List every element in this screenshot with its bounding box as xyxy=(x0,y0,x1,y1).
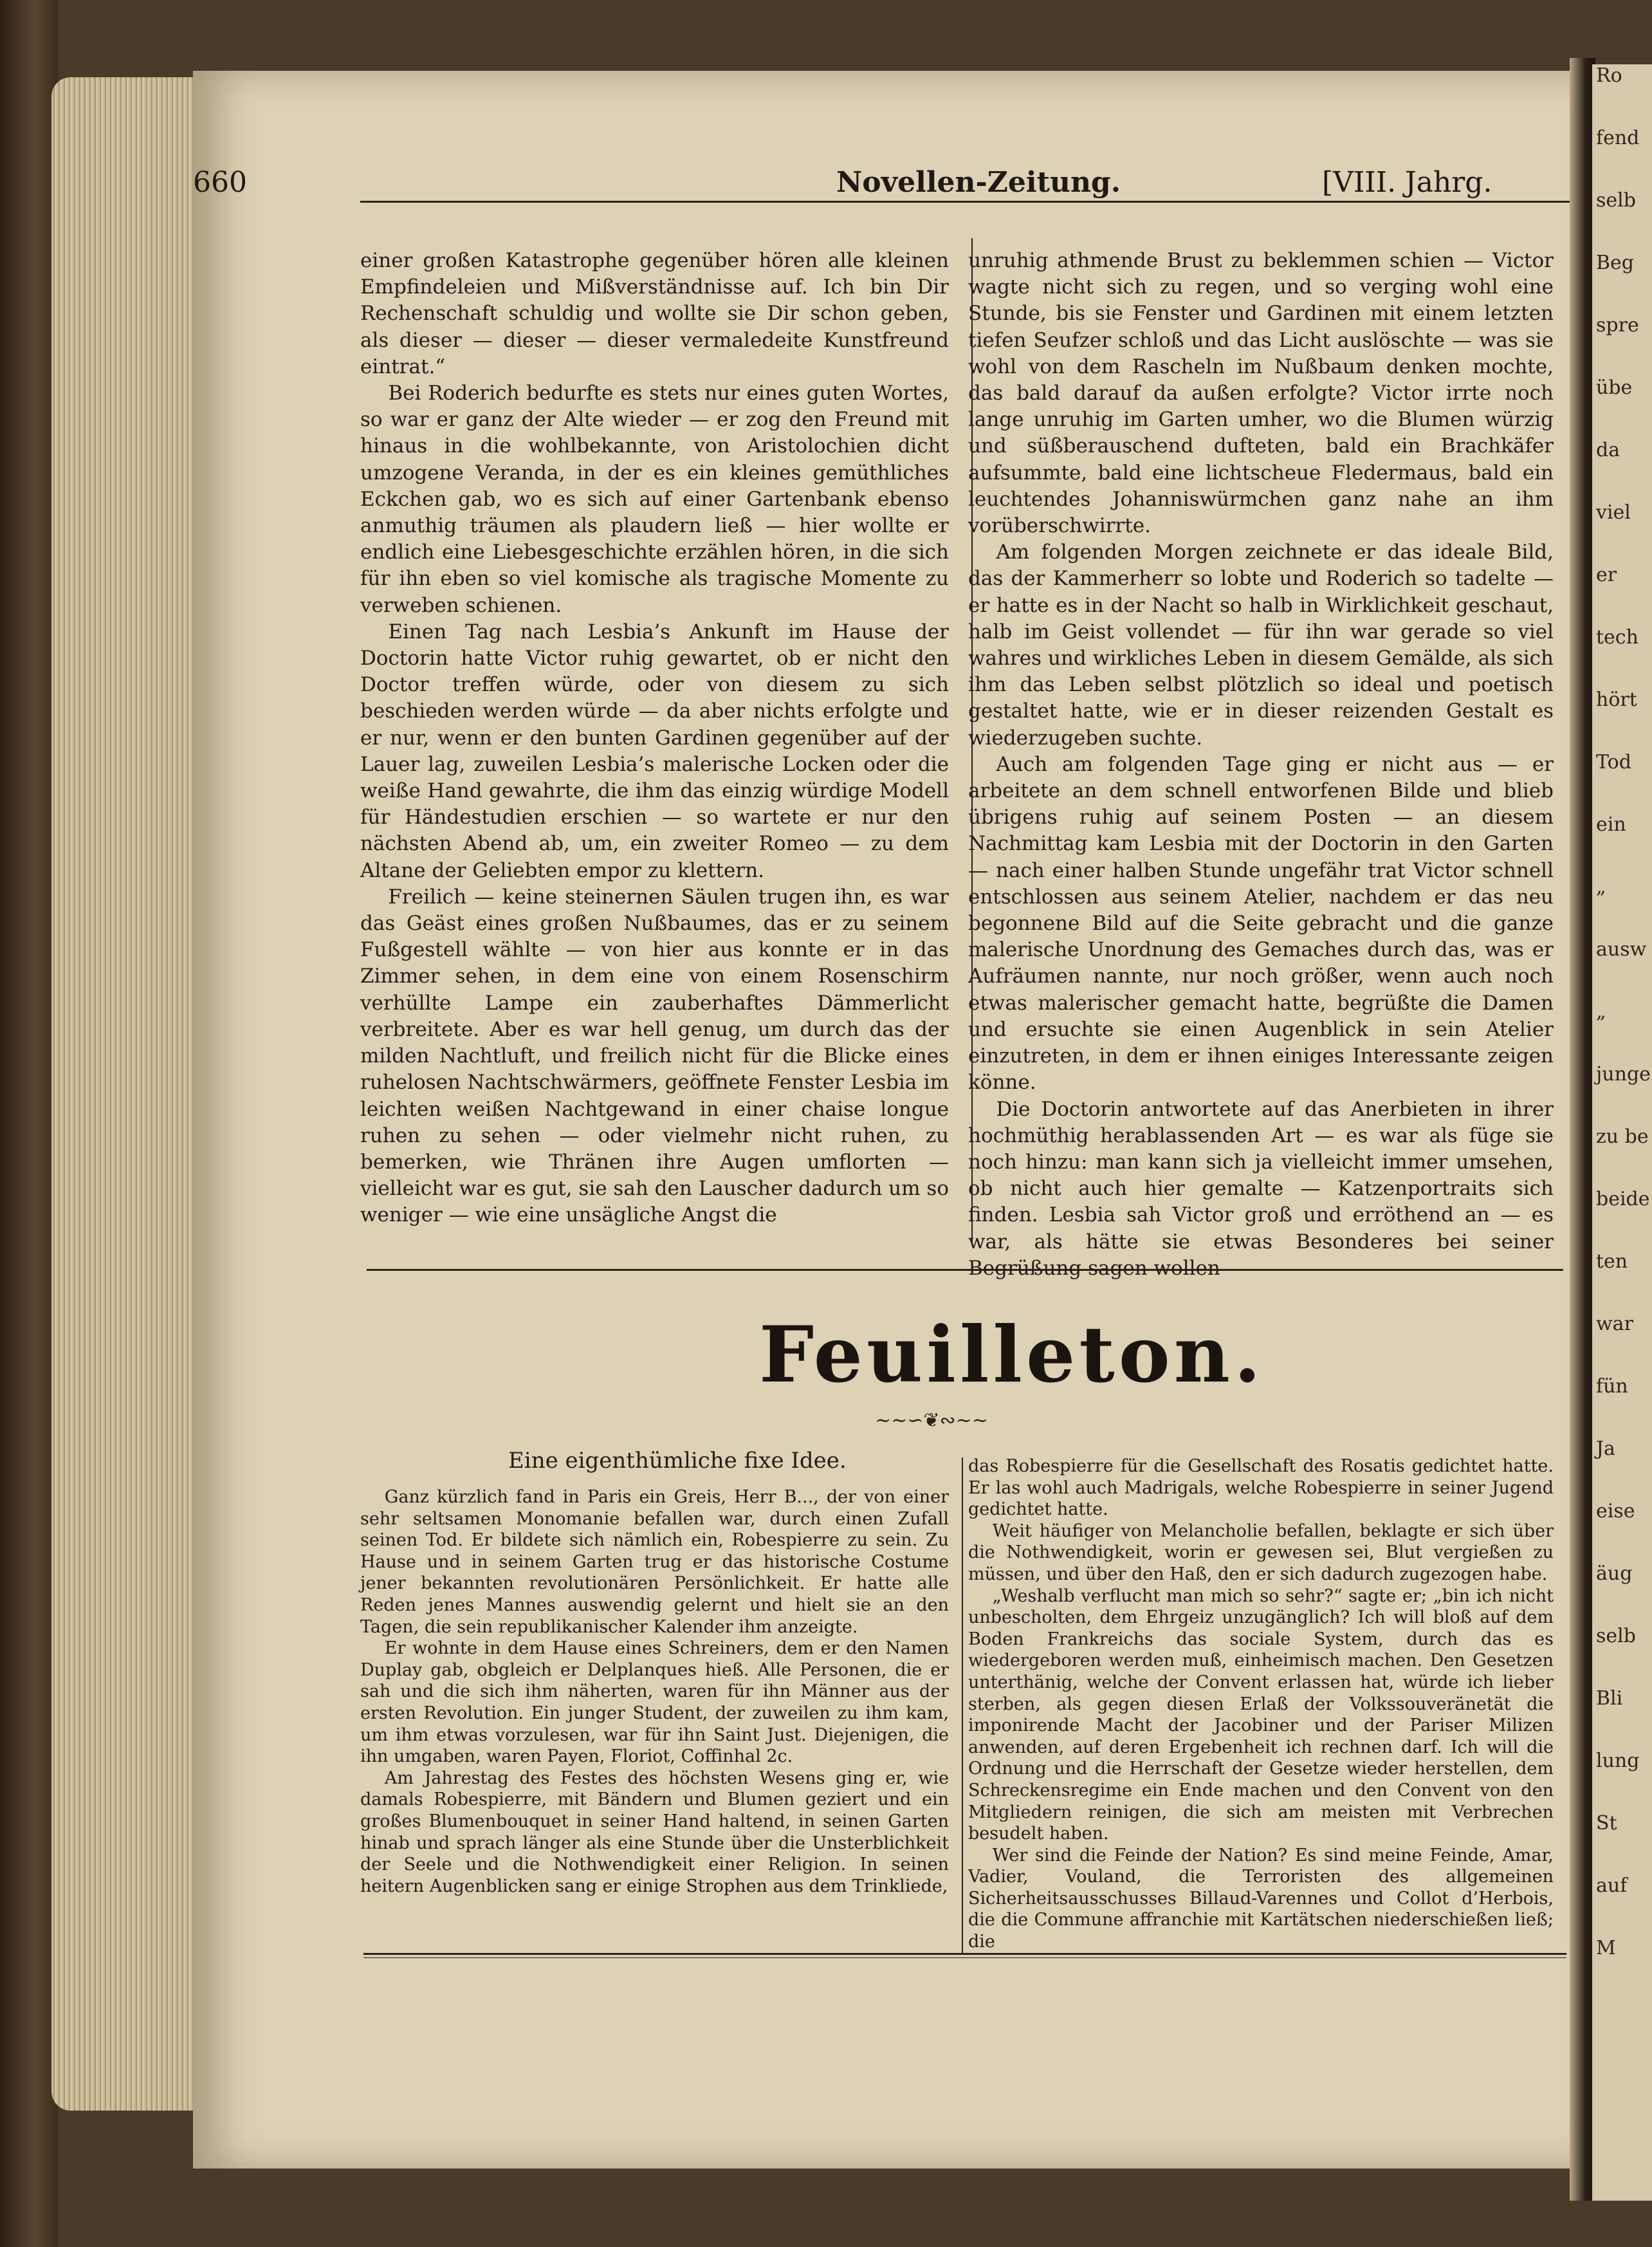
facing-page-fragment-text: Tod xyxy=(1596,751,1631,773)
facing-page-fragment-text: Ja xyxy=(1596,1438,1615,1460)
paragraph: Einen Tag nach Lesbia’s Ankunft im Hause der Doctorin hatte Victor ruhig gewartet, ob er nicht den Doctor treffen würde, oder von diesem zu sich beschieden werden würde — da aber nichts erfolgte und er nur, wenn er den bunten Gardinen gegenüber auf der Lauer lag, zuweilen Lesbia’s malerische Locken oder die weiße Hand gewahrte, die ihm das einzig würdige Modell für Händestudien erschien — so wartete er nur den nächsten Abend ab, um, ein zweiter Romeo — zu dem Altane der Geliebten empor zu klettern. xyxy=(360,620,949,882)
facing-page-fragment-text: beide xyxy=(1596,1188,1650,1210)
book-gutter xyxy=(1570,58,1595,2201)
facing-page-fragment-text: da xyxy=(1596,439,1620,461)
facing-page-fragment-text: tech xyxy=(1596,626,1638,649)
paragraph: Wer sind die Feinde der Nation? Es sind meine Feinde, Amar, Vadier, Vouland, die Terroristen des allgemeinen Sicherheitsausschusses Billaud-Varennes und Collot d’Herbois, die die Commune affranchie mit Kartätschen niederschießen ließ; die xyxy=(968,1845,1554,1952)
paragraph: unruhig athmende Brust zu beklemmen schien — Victor wagte nicht sich zu regen, und so verging wohl eine Stunde, bis sie Fenster und Gardinen mit einem letzten tiefen Seufzer schloß und das Licht auslöschte — was sie wohl von dem Rascheln im Nußbaum denken mochte, das bald darauf da außen erfolgte? Victor irrte noch lange unruhig im Garten umher, wo die Blumen würzig und süßberauschend dufteten, bald ein Brachkäfer aufsummte, bald eine lichtscheue Fledermaus, bald ein leuchtendes Johanniswürmchen ganz nahe an ihm vorüberschwirrte. xyxy=(968,249,1554,538)
paragraph: Ganz kürzlich fand in Paris ein Greis, Herr B..., der von einer sehr seltsamen Monomanie befallen war, durch einen Zufall seinen Tod. Er bildete sich nämlich ein, Robespierre zu sein. Zu Hause und in seinem Garten trug er das historische Costume jener bekannten revolutionären Persönlichkeit. Er hatte alle Reden jenes Mannes auswendig gelernt und hielt sie an den Tagen, die sein republikanischer Kalender ihm anzeigte. xyxy=(360,1487,949,1637)
feuilleton-right-column xyxy=(968,1456,1554,1953)
journal-title: Novellen-Zeitung. xyxy=(836,166,1121,199)
bottom-rule-outer xyxy=(363,1957,1566,1958)
paragraph: „Weshalb verflucht man mich so sehr?“ sagte er; „bin ich nicht unbescholten, dem Ehrgeiz unzugänglich? Ich will bloß auf dem Boden Frankreichs das sociale System, durch das es wiedergeboren werden muß, einheimisch machen. Den Gesetzen unterthänig, welche der Convent erlassen hat, würde ich lieber sterben, als gegen diesen Erlaß der Volkssouveränetät die imponirende Macht der Jacobiner und der Pariser Milizen anwenden, auf deren Ergebenheit ich rechnen darf. Ich will die Ordnung und die Herrschaft der Gesetze wieder herstellen, dem Schreckensregime ein Ende machen und den Convent von den Mitgliedern reinigen, die sich am meisten mit Verbrechen besudelt haben. xyxy=(968,1586,1554,1844)
header-rule xyxy=(360,201,1570,203)
paragraph: Die Doctorin antwortete auf das Anerbieten in ihrer hochmüthig herablassenden Art — es war als füge sie noch hinzu: man kann sich ja vielleicht immer umsehen, ob nicht auch hier gemalte — Katzenportraits sich finden. Lesbia sah Victor groß und erröthend an — es war, als hätte sie etwas Besonderes bei seiner Begrüßung sagen wollen xyxy=(968,1097,1554,1280)
column-divider-bottom xyxy=(962,1457,963,1953)
feuilleton-subtitle: Eine eigenthümliche fixe Idee. xyxy=(508,1448,847,1474)
facing-page-fragment-text: Beg xyxy=(1596,252,1635,274)
paragraph: das Robespierre für die Gesellschaft des Rosatis gedichtet hatte. Er las wohl auch Madrigals, welche Robespierre in seiner Jugend gedichtet hatte. xyxy=(968,1456,1554,1520)
paragraph: Er wohnte in dem Hause eines Schreiners, dem er den Namen Duplay gab, obgleich er Delplanques hieß. Alle Personen, die er sah und die sich ihm näherten, waren für ihn Männer aus der ersten Revolution. Ein junger Student, der zuweilen zu ihm kam, um ihm etwas vorzulesen, war für ihn Saint Just. Diejenigen, die ihn umgaben, waren Payen, Floriot, Coffinhal 2c. xyxy=(360,1638,949,1767)
paragraph: Weit häufiger von Melancholie befallen, beklagte er sich über die Nothwendigkeit, worin er gewesen sei, Blut vergießen zu müssen, und über den Haß, den er sich dadurch zugezogen habe. xyxy=(968,1521,1554,1584)
paragraph: Freilich — keine steinernen Säulen trugen ihn, es war das Geäst eines großen Nußbaumes, das er zu seinem Fußgestell wählte — von hier aus konnte er in das Zimmer sehen, in dem eine von einem Rosenschirm verhüllte Lampe ein zauberhaftes Dämmerlicht verbreitete. Aber es war hell genug, um durch das der milden Nachtluft, und freilich nicht für die Blicke eines ruhelosen Nachtschwärmers, geöffnete Fenster Lesbia im leichten weißen Nachtgewand in einer chaise longue ruhen zu sehen — oder vielmehr nicht ruhen, zu bemerken, wie Thränen ihre Augen umflorten — vielleicht war es gut, sie sah den Lauscher dadurch um so weniger — wie eine unsägliche Angst die xyxy=(360,885,949,1227)
feuilleton-left-column xyxy=(360,1486,949,1897)
novel-right-column xyxy=(968,248,1554,1282)
facing-page-fragment-text: spre xyxy=(1596,314,1639,337)
paragraph: Bei Roderich bedurfte es stets nur eines guten Wortes, so war er ganz der Alte wieder — er zog den Freund mit hinaus in die wohlbekannte, von Aristolochien dicht umzogene Veranda, in der es ein kleines gemüthliches Eckchen gab, wo es sich auf einer Gartenbank ebenso anmuthig träumen als plaudern ließ — hier wollte er endlich eine Liebesgeschichte erzählen hören, in die sich für ihn eben so viel komische als tragische Momente zu verweben schienen. xyxy=(360,382,949,617)
facing-page-fragment-text: übe xyxy=(1596,376,1633,399)
bottom-rule xyxy=(363,1953,1566,1955)
novel-left-column xyxy=(360,248,949,1229)
book-spine-edge xyxy=(0,0,58,2247)
ornament-divider: ~~∽❦∾~~ xyxy=(875,1409,988,1432)
facing-page-fragment-text: Ro xyxy=(1596,64,1622,87)
facing-page-fragment-text: selb xyxy=(1596,189,1636,212)
paragraph: Am folgenden Morgen zeichnete er das ideale Bild, das der Kammerherr so lobte und Roderich so tadelte — er hatte es in der Nacht so halb in Wirklichkeit geschaut, halb im Geist vollendet — für ihn war gerade so viel wahres und wirkliches Leben in diesem Gemälde, als sich ihm das Leben selbst plötzlich so ideal und poetisch gestaltet hatte, wie er in dieser reizenden Gestalt es wiederzugeben suchte. xyxy=(968,541,1554,750)
facing-page-fragment-text: selb xyxy=(1596,1625,1636,1647)
facing-page-fragment-text: hört xyxy=(1596,689,1637,711)
facing-page-fragment-text: eise xyxy=(1596,1500,1635,1522)
facing-page-fragment-text: äug xyxy=(1596,1562,1633,1585)
feuilleton-heading: Feuilleton. xyxy=(759,1309,1265,1400)
facing-page-fragment-text: ten xyxy=(1596,1250,1628,1273)
paragraph: einer großen Katastrophe gegenüber hören alle kleinen Empfindeleien und Mißverständnisse auf. Ich bin Dir Rechenschaft schuldig und wollte sie Dir schon geben, als dieser — dieser — dieser vermaledeite Kunstfreund eintrat.“ xyxy=(360,249,949,378)
facing-page-fragment-text: „ xyxy=(1596,876,1606,898)
facing-page-fragment-text: war xyxy=(1596,1313,1633,1335)
facing-page-fragment-text: Bli xyxy=(1596,1687,1623,1710)
facing-page-fragment-text: St xyxy=(1596,1812,1617,1835)
facing-page-fragment-text: fend xyxy=(1596,127,1640,149)
facing-page-fragment-text: fün xyxy=(1596,1375,1628,1398)
facing-page-fragment-text: er xyxy=(1596,564,1617,586)
facing-page-fragment-text: ausw xyxy=(1596,938,1647,961)
volume-label: [VIII. Jahrg. xyxy=(1322,166,1492,199)
page-stack-edge xyxy=(51,77,199,2111)
facing-page-fragment xyxy=(1592,64,1652,2201)
facing-page-fragment-text: viel xyxy=(1596,501,1631,524)
paragraph: Auch am folgenden Tage ging er nicht aus — er arbeitete an dem schnell entworfenen Bilde und blieb übrigens ruhig auf seinem Posten — an diesem Nachmittag kam Lesbia mit der Doctorin in den Garten — nach einer halben Stunde ungefähr trat Victor schnell entschlossen aus seinem Atelier, nachdem er das neu begonnene Bild auf die Seite gebracht und die ganze malerische Unordnung des Gemaches durch das, was er Aufräumen nannte, nur noch größer, wenn auch noch etwas malerischer gemacht hatte, begrüßte die Damen und ersuchte sie einen Augenblick in sein Atelier einzutreten, in dem er ihnen einiges Interessante zeigen könne. xyxy=(968,752,1554,1095)
facing-page-fragment-text: zu be xyxy=(1596,1125,1649,1148)
facing-page-fragment-text: M xyxy=(1596,1937,1616,1959)
facing-page-fragment-text: lung xyxy=(1596,1750,1640,1772)
facing-page-fragment-text: „ xyxy=(1596,1001,1606,1023)
page-number: 660 xyxy=(193,166,247,199)
facing-page-fragment-text: auf xyxy=(1596,1874,1628,1897)
paragraph: Am Jahrestag des Festes des höchsten Wesens ging er, wie damals Robespierre, mit Bändern und Blumen geziert und ein großes Blumenbouquet in seiner Hand haltend, in seinen Garten hinab und sprach länger als eine Stunde über die Unsterblichkeit der Seele und die Nothwendigkeit einer Religion. In seinen heitern Augenblicken sang er einige Strophen aus dem Trinkliede, xyxy=(360,1768,949,1896)
facing-page-fragment-text: ein xyxy=(1596,813,1626,836)
facing-page-fragment-text: junge xyxy=(1596,1063,1651,1086)
